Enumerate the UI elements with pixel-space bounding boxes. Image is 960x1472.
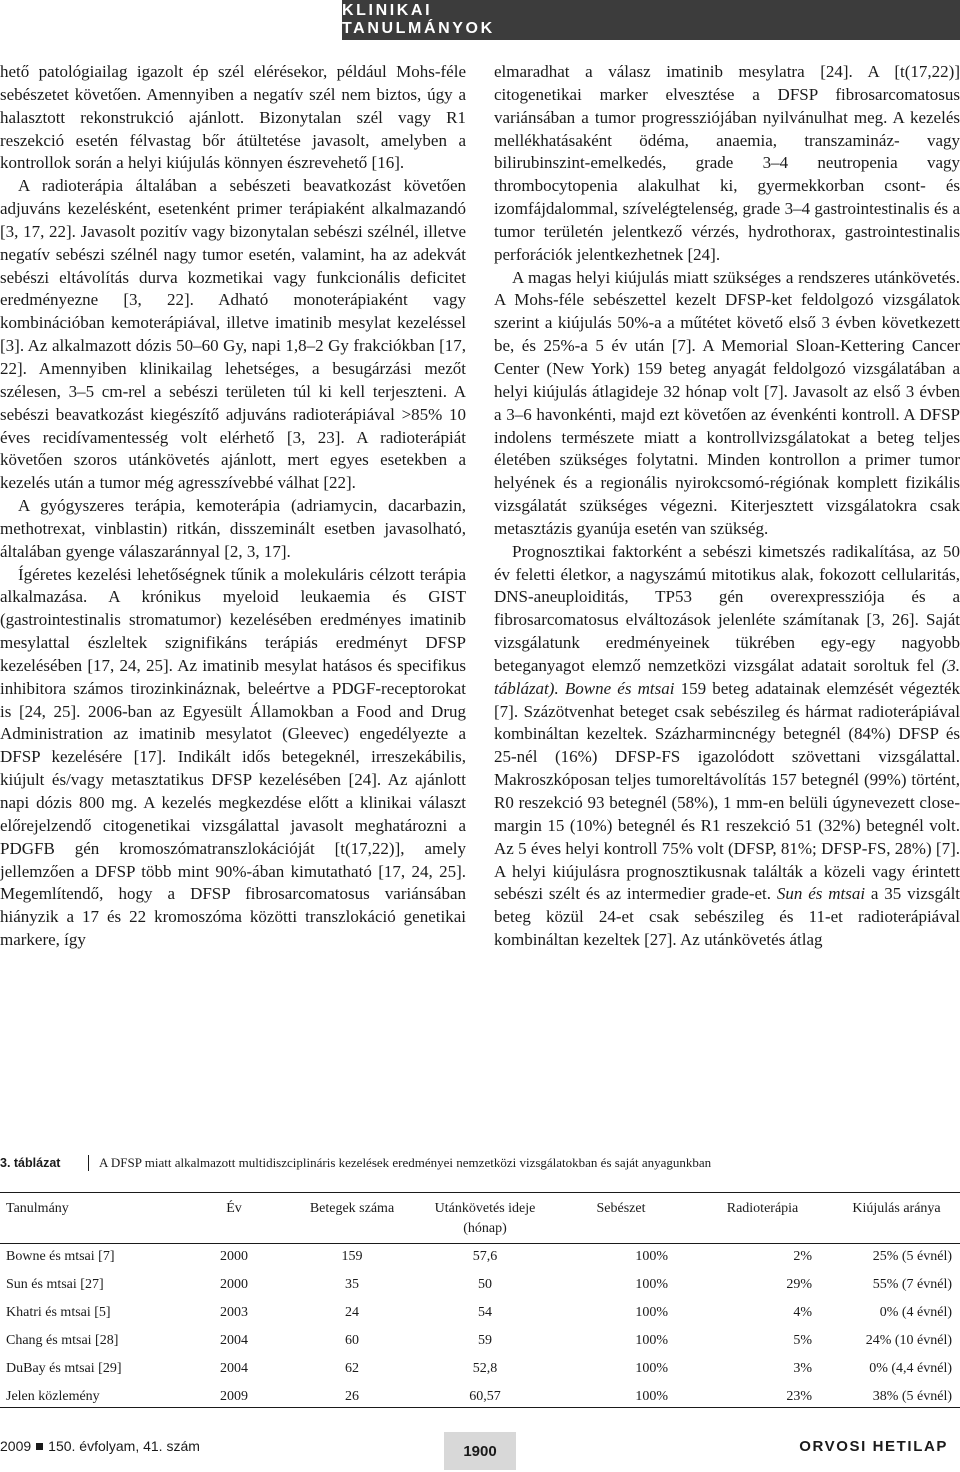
- column-header: Radioterápia: [726, 1201, 799, 1216]
- table-bottom-rule: [0, 1407, 960, 1408]
- table-cell: 2004: [220, 1333, 248, 1348]
- table-header-rule: [0, 1243, 960, 1244]
- column-header: Kiújulás aránya: [852, 1201, 941, 1216]
- table-cell: 3%: [793, 1361, 812, 1376]
- table-cell: 60: [345, 1333, 359, 1348]
- table-cell: 4%: [793, 1305, 812, 1320]
- paragraph: A radioterápia általában a sebészeti beavatkozást követően adjuváns kezelésként, esetenként primer terápiaként alkalmazandó [3, 17, 22]. Javasolt pozitív vagy bizonytalan sebészi szélnél, illetve negatív sebészi szélnél nagy tumor esetén, valamint, ha az adekvát sebészi eltávolítás durva kozmetikai vagy funkcionális deficitet eredményezne [3, 22]. Adható monoterápiaként vagy kombinációban kemoterápiával, illetve imatinib mesylat kezeléssel [3]. Az alkalmazott dózis 50–60 Gy, napi 1,8–2 Gy frakciókban [17, 22]. Amennyiben klinikailag lehetséges, a besugárzási mezőt szélesen, 3–5 cm-rel a sebészi területen túl ki kell terjeszteni. A sebészi beavatkozást kiegészítő adjuváns radioterápiával >85% 10 éves recidívamentesség volt elérhető [3, 23]. A radioterápiát követően szoros utánkövetés ajánlott, mert egyes esetekben a kezelés után a tumor még agresszívebbé válhat [22].: [0, 176, 466, 493]
- table-row: [0, 1271, 960, 1299]
- table-cell: 29%: [786, 1277, 812, 1292]
- table-cell: Khatri és mtsai [5]: [6, 1305, 111, 1320]
- author-reference: Bowne és mtsai: [564, 678, 675, 698]
- footer-year: 2009: [0, 1438, 32, 1454]
- table-cell: 2%: [793, 1249, 812, 1264]
- table-cell: 38% (5 évnél): [872, 1389, 952, 1404]
- table-caption-text: A DFSP miatt alkalmazott multidiszciplináris kezelések eredményei nemzetközi vizsgálatokban és saját anyagunkban: [99, 1155, 712, 1170]
- column-header: Sebészet: [596, 1201, 646, 1216]
- table-row: [0, 1355, 960, 1383]
- page-footer: [0, 1432, 960, 1472]
- text-run: Prognosztikai faktorként a sebészi kimetszés radikalítása, az 50 év feletti életkor, a nagyszámú mitotikus alak, fokozott cellularitás, DNS-aneuploiditás, TP53 gén overexpressziója és a fibrosarcomatosus elváltozások jelenléte számítanak [3, 26]. Saját vizsgálatunk eredményeinek tükrében egy-egy nagyobb beteganyagot elemző nemzetközi vizsgálat adatait soroltuk fel: [494, 541, 960, 675]
- table-row: [0, 1327, 960, 1355]
- table-cell: 2000: [220, 1277, 248, 1292]
- table-cell: 159: [341, 1249, 363, 1264]
- paragraph: hető patológiailag igazolt ép szél elérésekor, például Mohs-féle sebészetet követően. Amennyiben a negatív szél nem biztos, úgy a halasztott rekonstrukció ajánlott. Bizonytalan szél vagy R1 reszekció esetén félvastag bőr átültetése javasolt, amelyben a kontrollok során a helyi kiújulás könnyen észrevehető [16].: [0, 62, 466, 173]
- table-cell: 50: [478, 1277, 492, 1292]
- table-cell: 25% (5 évnél): [872, 1249, 952, 1264]
- section-title: KLINIKAI TANULMÁNYOK: [342, 2, 495, 37]
- table-cell: 100%: [635, 1333, 668, 1348]
- table-cell: Bowne és mtsai [7]: [6, 1249, 115, 1264]
- table-cell: 100%: [635, 1249, 668, 1264]
- table-caption: [0, 1155, 960, 1171]
- section-header: [342, 0, 960, 40]
- column-header: Utánkövetés ideje (hónap): [434, 1201, 536, 1236]
- table-cell: 23%: [786, 1389, 812, 1404]
- table-cell: 0% (4,4 évnél): [869, 1361, 952, 1376]
- results-table: [0, 1193, 960, 1411]
- table-cell: 0% (4 évnél): [879, 1305, 952, 1320]
- journal-name: ORVOSI HETILAP: [799, 1438, 948, 1455]
- table-cell: 24: [345, 1305, 359, 1320]
- left-column: [0, 61, 466, 952]
- right-column: [494, 61, 960, 952]
- table-cell: 100%: [635, 1389, 668, 1404]
- table-header-row: [0, 1193, 960, 1243]
- table-cell: 100%: [635, 1361, 668, 1376]
- caption-divider: [88, 1155, 89, 1171]
- table-cell: 2000: [220, 1249, 248, 1264]
- table-cell: 2004: [220, 1361, 248, 1376]
- table-cell: 54: [478, 1305, 492, 1320]
- table-row: [0, 1243, 960, 1271]
- table-cell: 26: [345, 1389, 359, 1404]
- table-reference: (3. táblázat).: [494, 655, 960, 698]
- table-cell: 59: [478, 1333, 492, 1348]
- author-reference: Sun és mtsai: [776, 884, 866, 904]
- issue-info: [0, 1438, 200, 1454]
- table-row: [0, 1299, 960, 1327]
- column-header: Év: [226, 1201, 242, 1216]
- paragraph: elmaradhat a válasz imatinib mesylatra [24]. A [t(17,22)] citogenetikai marker elvesztése a DFSP fibrosarcomatosus variánsában a tumor progressziójában nyilvánulhat meg. A kezelés mellékhatásaként ödéma, anaemia, transzamináz- vagy bilirubinszint-emelkedés, grade 3–4 neutropenia vagy thrombocytopenia alakulhat ki, gyermekkorban csont- és izomfájdalommal, szívelégtelenség, grade 3–4 gastrointestinalis és a tumor területén jelentkező vérzés, hydrothorax, gastrointestinalis perforációk jelentkezhetnek [24].: [494, 62, 960, 264]
- table-cell: 57,6: [472, 1249, 498, 1264]
- paragraph: A magas helyi kiújulás miatt szükséges a rendszeres utánkövetés. A Mohs-féle sebészettel kezelt DFSP-ket feldolgozó vizsgálatok szerint a kiújulás 50%-a a műtétet követő első 3 évben következett be, és 25%-a 5 év után [7]. A Memorial Sloan-Kettering Cancer Center (New York) 159 beteg anyagát feldolgozó vizsgálatában a helyi kiújulás átlagideje 32 hónap volt [7]. Javasolt az első 3 évben a 3–6 havonkénti, majd ezt követően az évenkénti kontroll. A DFSP indolens természete miatt a kontrollvizsgálatokat a beteg teljes életében szükséges folytatni. Minden kontrollon a primer tumor helyének és a regionális nyirokcsomó-régiónak komplett fizikális vizsgálatát szükséges végezni. Kiterjesztett vizsgálatokra csak metasztázis gyanúja esetén van szükség.: [494, 267, 960, 538]
- footer-volume: 150. évfolyam, 41. szám: [48, 1438, 200, 1454]
- table-cell: 52,8: [472, 1361, 498, 1376]
- column-header: Betegek száma: [309, 1201, 395, 1216]
- column-header: Tanulmány: [6, 1201, 69, 1216]
- table-cell: Jelen közlemény: [6, 1389, 100, 1404]
- table-cell: 100%: [635, 1277, 668, 1292]
- square-bullet-icon: [36, 1443, 43, 1450]
- paragraph: [494, 541, 960, 952]
- paragraph: A gyógyszeres terápia, kemoterápia (adriamycin, dacarbazin, methotrexat, vinblastin) ritkán, disszeminált esetben javasolható, általában gyenge válaszaránnyal [2, 3, 17].: [0, 496, 466, 561]
- table-cell: 55% (7 évnél): [872, 1277, 952, 1292]
- table-cell: DuBay és mtsai [29]: [6, 1361, 122, 1376]
- table-cell: Chang és mtsai [28]: [6, 1333, 119, 1348]
- table-cell: 24% (10 évnél): [865, 1333, 952, 1348]
- table-cell: 62: [345, 1361, 359, 1376]
- table-cell: 60,57: [469, 1389, 501, 1404]
- text-run: 159 beteg adatainak elemzését végezték [7]. Százötvenhat beteget csak sebészileg és hármat radioterápiával kombináltan kezeltek. Százharmincnégy betegnél (84%) DFSP és 25-nél (16%) DFSP-FS igazolódott szövettani vizsgálattal. Makroszkóposan teljes tumoreltávolítás 157 betegnél (99%) történt, R0 reszekció 93 betegnél (58%), 1 mm-en belüli úgynevezett close-margin 15 (10%) betegnél és R1 reszekció 51 (32%) betegnél volt. Az 5 éves helyi kontroll 75% volt (DFSP, 81%; DFSP-FS, 28%) [7]. A helyi kiújulásra prognosztikusnak találták a közeli vagy érintett sebészi szélt és az intermedier grade-et.: [494, 678, 960, 904]
- text-run: a 35 vizsgált beteg közül 24-et csak sebészileg és 11-et radioterápiával kombináltan kezeltek [27]. Az utánkövetés átlag: [494, 884, 960, 950]
- table-cell: 35: [345, 1277, 359, 1292]
- paragraph: Ígéretes kezelési lehetőségnek tűnik a molekuláris célzott terápia alkalmazása. A krónikus myeloid leukaemia és GIST (gastrointestinalis stromatumor) kezelésében eredményes imatinib mesylattal észleltek szignifikáns terápiás eredményt DFSP kezelésében [17, 24, 25]. Az imatinib mesylat hatásos és specifikus inhibitora számos tirozinkináznak, beleértve a PDGF-receptorokat is [24, 25]. 2006-ban az Egyesült Államokban a Food and Drug Administration az imatinib mesylatot (Gleevec) engedélyezte a DFSP kezelésére [17]. Indikált idős betegeknél, irreszekábilis, kiújult és/vagy metasztatikus DFSP kezelésében [24]. Az ajánlott napi dózis 800 mg. A kezelés megkezdése előtt a klinikai választ előrejelzendő citogenetikai vizsgálattal javasolt meghatározni a PDGFB gén kromoszómatranszlokációját [t(17,22)], amely jellemzően a DFSP több mint 90%-ában kimutatható [17, 24, 25]. Megemlítendő, hogy a DFSP fibrosarcomatosus variánsában hiányzik a 17 és 22 kromoszóma közötti transzlokáció genetikai markere, így: [0, 564, 466, 950]
- page-number: 1900: [444, 1432, 516, 1470]
- table-cell: 5%: [793, 1333, 812, 1348]
- table-cell: Sun és mtsai [27]: [6, 1277, 104, 1292]
- table-cell: 2003: [220, 1305, 248, 1320]
- table-cell: 100%: [635, 1305, 668, 1320]
- table-label: 3. táblázat: [0, 1156, 61, 1170]
- table-cell: 2009: [220, 1389, 248, 1404]
